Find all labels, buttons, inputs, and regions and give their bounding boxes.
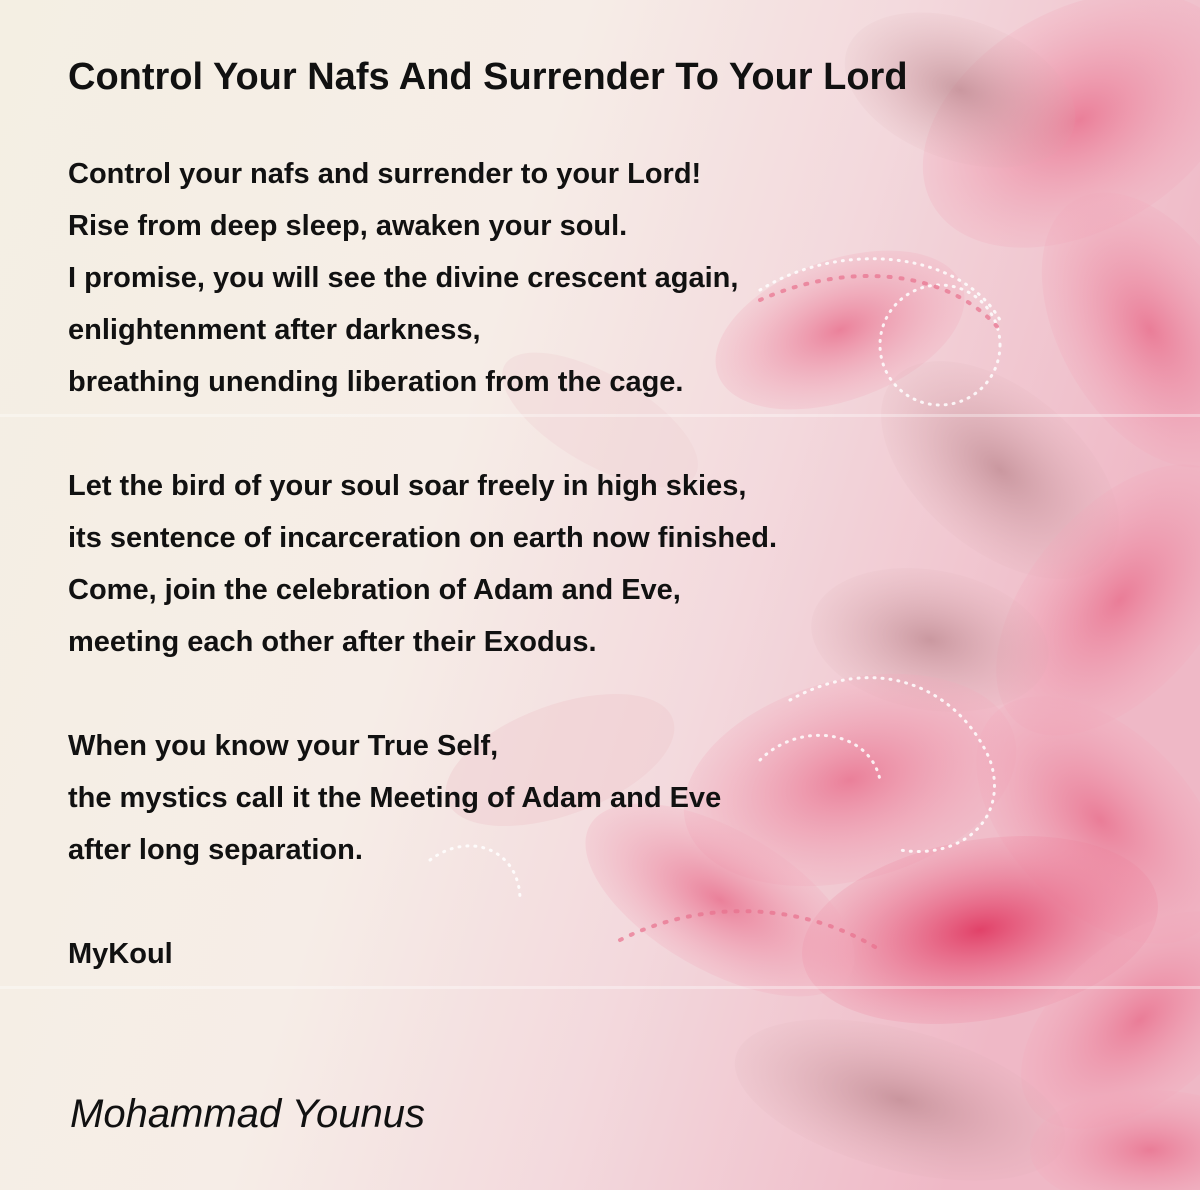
stanza (68, 148, 1068, 408)
poem-line: meeting each other after their Exodus. (68, 626, 597, 658)
poem-line: Let the bird of your soul soar freely in high skies, (68, 470, 747, 502)
poem-line: after long separation. (68, 834, 363, 866)
poem-line: enlightenment after darkness, (68, 314, 481, 346)
poem-line: Control your nafs and surrender to your Lord! (68, 158, 702, 190)
stanza (68, 460, 1068, 668)
poem-line: When you know your True Self, (68, 730, 499, 762)
stanza (68, 720, 1068, 876)
poem-signature: MyKoul (68, 938, 173, 970)
poem-line: Come, join the celebration of Adam and Eve, (68, 574, 681, 606)
poem-line: Rise from deep sleep, awaken your soul. (68, 210, 628, 242)
poem-body (68, 148, 1068, 980)
poem-title: Control Your Nafs And Surrender To Your Lord (68, 56, 908, 98)
poem-line: its sentence of incarceration on earth now finished. (68, 522, 778, 554)
author-name: Mohammad Younus (70, 1092, 426, 1136)
poem-line: breathing unending liberation from the cage. (68, 366, 684, 398)
poem-line: I promise, you will see the divine crescent again, (68, 262, 739, 294)
poem-line: the mystics call it the Meeting of Adam and Eve (68, 782, 722, 814)
